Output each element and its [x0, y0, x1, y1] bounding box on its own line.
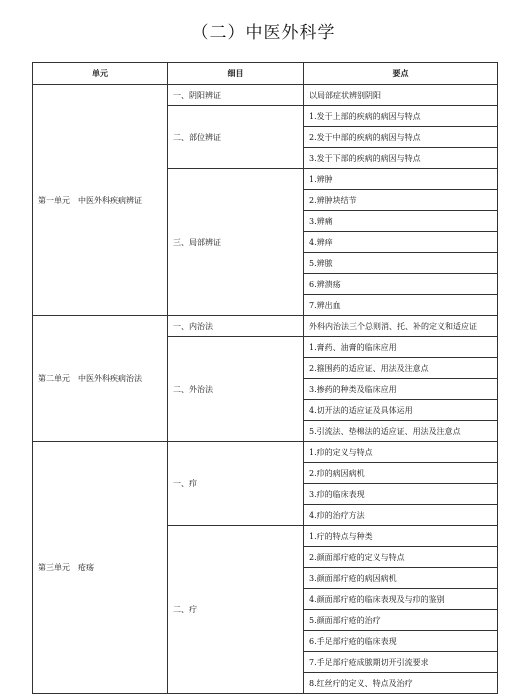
point-cell: 2.颜面部疔疮的定义与特点: [304, 547, 498, 568]
point-cell: 8.红丝疔的定义、特点及治疗: [304, 673, 498, 694]
item-cell: 二、疔: [168, 526, 304, 694]
table-row: [33, 442, 498, 463]
point-cell: 4.切开法的适应证及具体运用: [304, 400, 498, 421]
point-cell: 2.辨肿块结节: [304, 190, 498, 211]
item-cell: 一、内治法: [168, 316, 304, 337]
item-cell: 二、部位辨证: [168, 106, 304, 169]
table-row: [33, 316, 498, 337]
point-cell: 1.疖的定义与特点: [304, 442, 498, 463]
point-cell: 5.颜面部疔疮的治疗: [304, 610, 498, 631]
point-cell: 3.颜面部疔疮的病因病机: [304, 568, 498, 589]
point-cell: 外科内治法三个总则消、托、补的定义和适应证: [304, 316, 498, 337]
page-title: （二）中医外科学: [191, 23, 336, 43]
point-cell: 4.疖的治疗方法: [304, 505, 498, 526]
unit-cell: 第二单元 中医外科疾病治法: [33, 316, 168, 442]
point-cell: 6.手足部疔疮的临床表现: [304, 631, 498, 652]
table-row: [33, 85, 498, 106]
item-cell: 一、阴阳辨证: [168, 85, 304, 106]
unit-cell: 第三单元 疮疡: [33, 442, 168, 694]
point-cell: 1.疔的特点与种类: [304, 526, 498, 547]
point-cell: 6.辨溃疡: [304, 274, 498, 295]
point-cell: 2.疖的病因病机: [304, 463, 498, 484]
point-cell: 3.辨痛: [304, 211, 498, 232]
header-item: 细目: [168, 63, 304, 85]
point-cell: 以局部症状辨别阴阳: [304, 85, 498, 106]
point-cell: 7.辨出血: [304, 295, 498, 316]
item-cell: 三、局部辨证: [168, 169, 304, 316]
unit-cell: 第一单元 中医外科疾病辨证: [33, 85, 168, 316]
point-cell: 5.辨脓: [304, 253, 498, 274]
item-cell: 二、外治法: [168, 337, 304, 442]
point-cell: 2.箍围药的适应证、用法及注意点: [304, 358, 498, 379]
point-cell: 2.发于中部的疾病的病因与特点: [304, 127, 498, 148]
point-cell: 7.手足部疔疮成脓期切开引流要求: [304, 652, 498, 673]
point-cell: 1.膏药、油膏的临床应用: [304, 337, 498, 358]
point-cell: 3.掺药的种类及临床应用: [304, 379, 498, 400]
point-cell: 4.辨痒: [304, 232, 498, 253]
item-cell: 一、疖: [168, 442, 304, 526]
header-point: 要点: [304, 63, 498, 85]
syllabus-table: [32, 62, 498, 694]
syllabus-body: [33, 85, 498, 694]
header-unit: 单元: [33, 63, 168, 85]
point-cell: 5.引流法、垫棉法的适应证、用法及注意点: [304, 421, 498, 442]
point-cell: 3.疖的临床表现: [304, 484, 498, 505]
table-header-row: [33, 63, 498, 85]
point-cell: 3.发于下部的疾病的病因与特点: [304, 148, 498, 169]
point-cell: 1.发于上部的疾病的病因与特点: [304, 106, 498, 127]
point-cell: 4.颜面部疔疮的临床表现及与疖的鉴别: [304, 589, 498, 610]
point-cell: 1.辨肿: [304, 169, 498, 190]
